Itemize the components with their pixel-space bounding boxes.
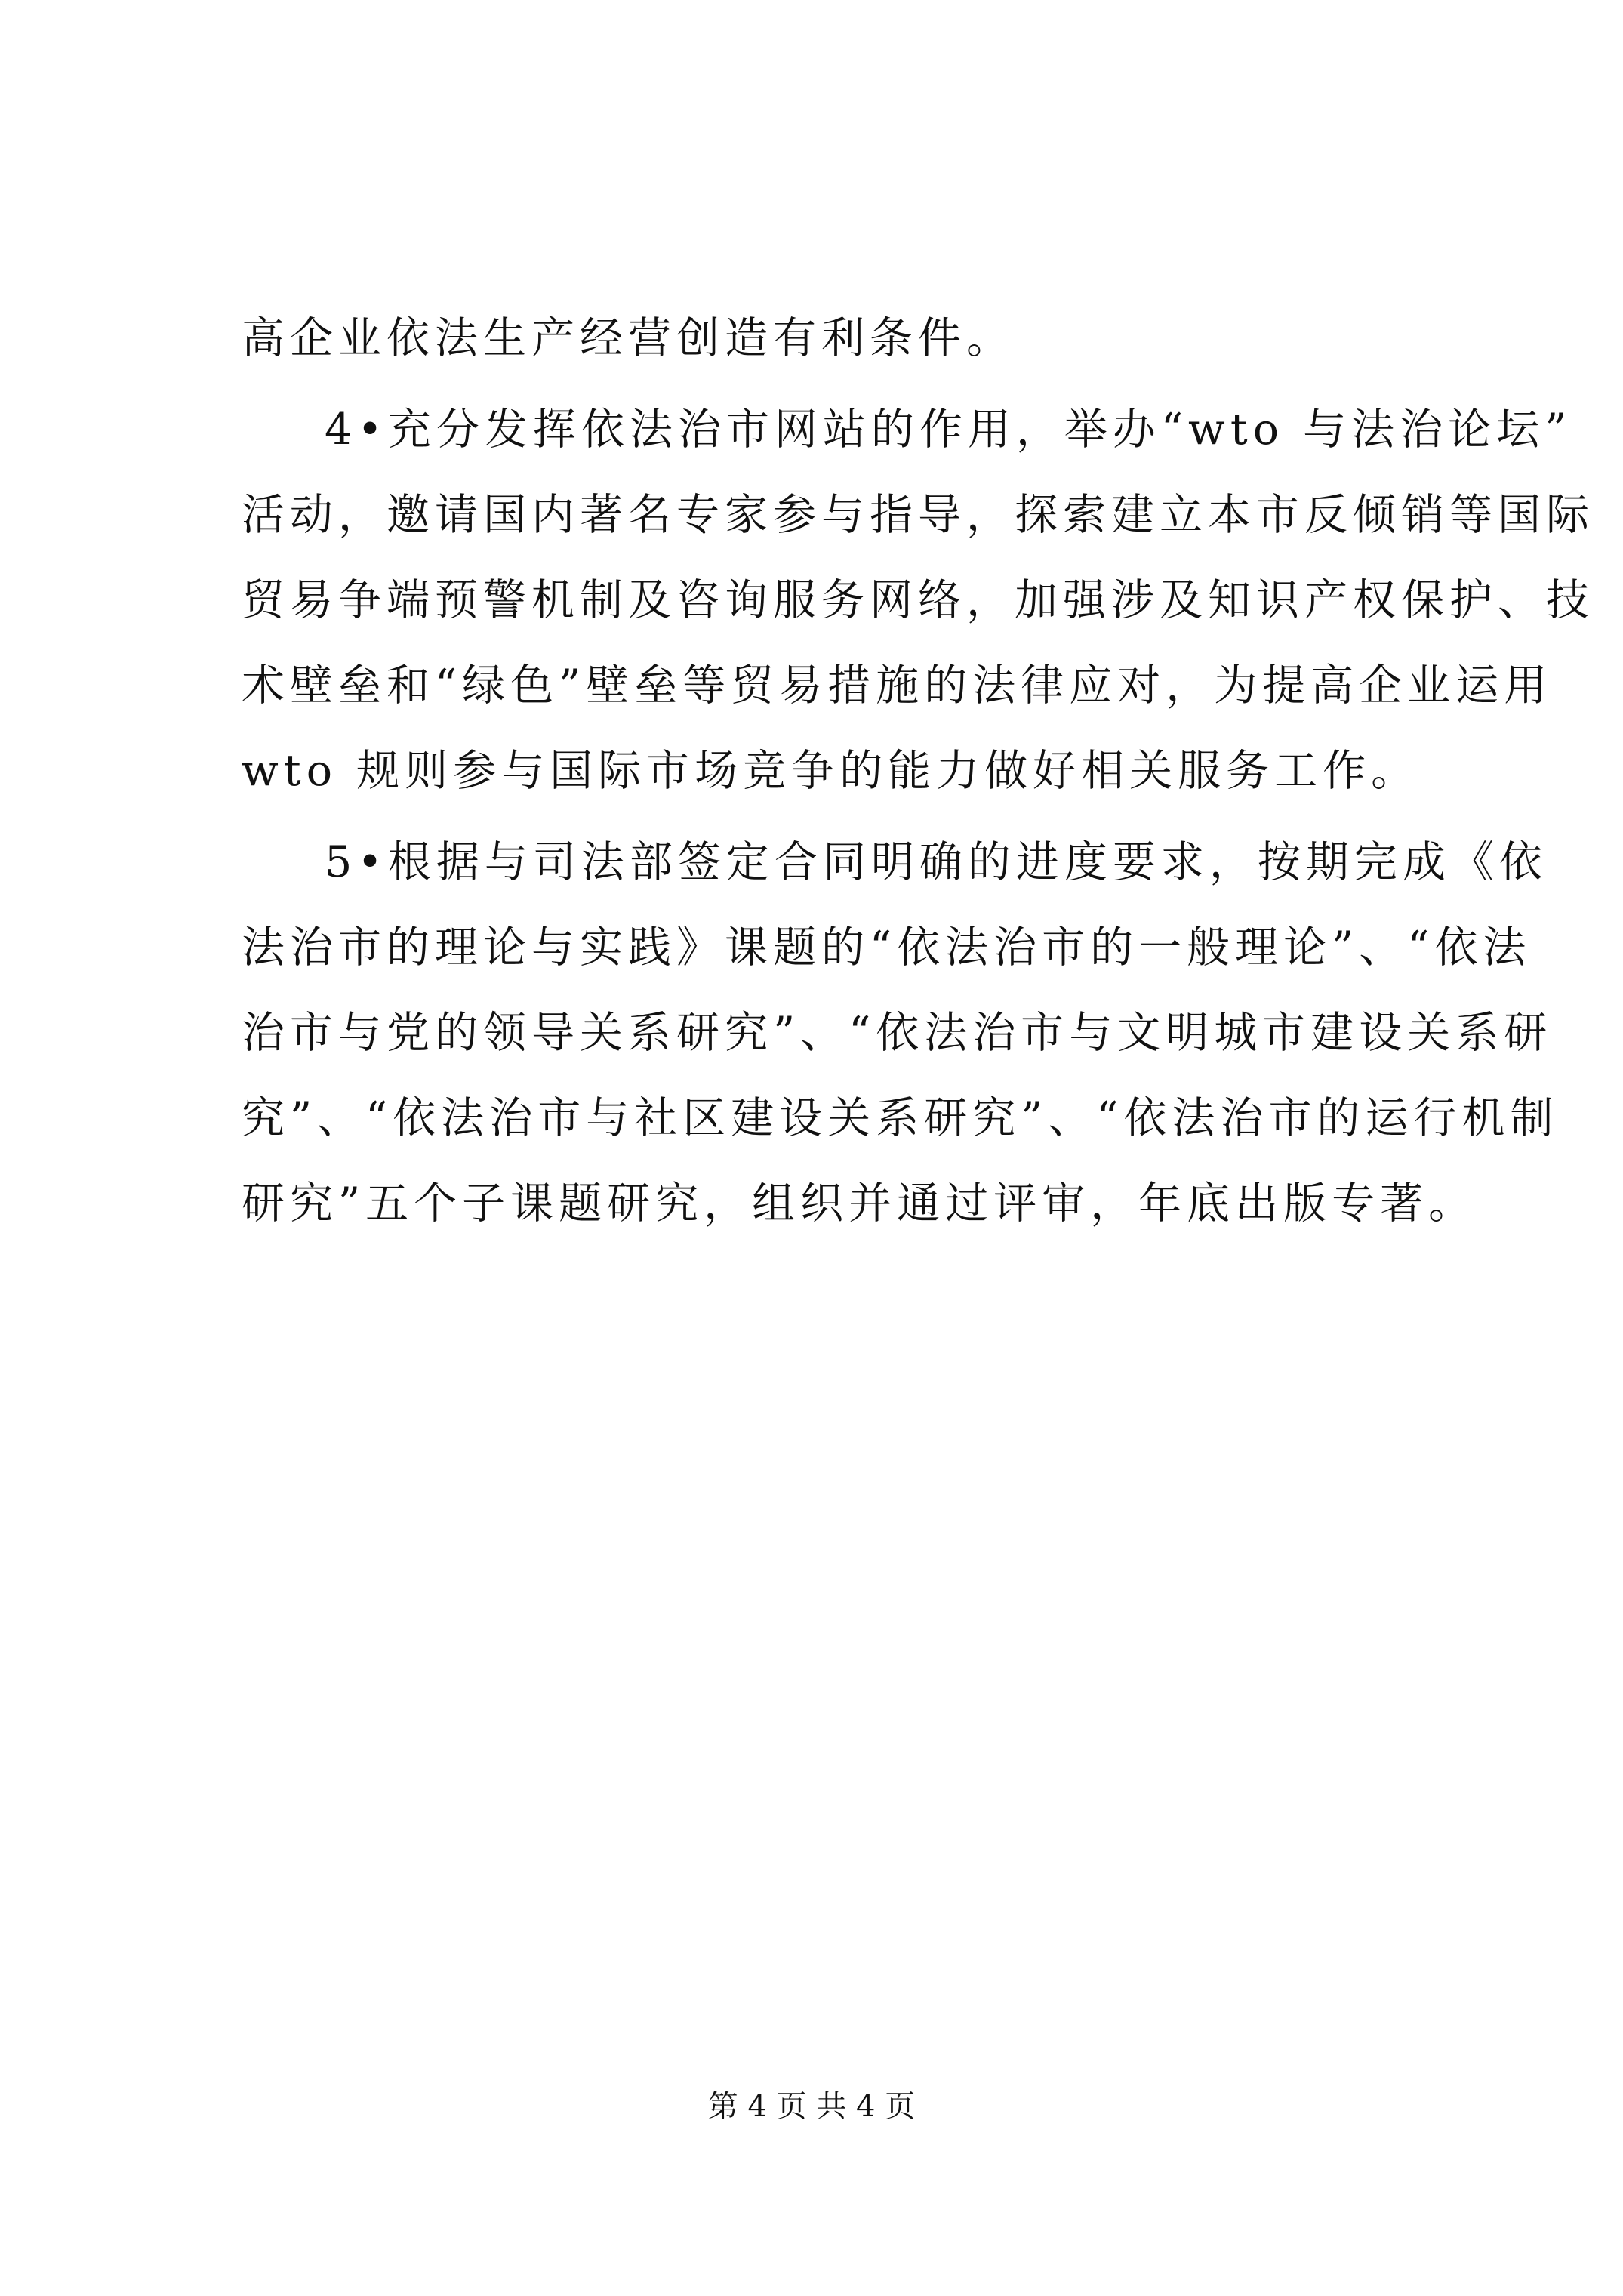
text-line-11: 研究”五个子课题研究，组织并通过评审，年底出版专著。 [242, 1179, 1477, 1228]
text-line-5: 术壁垒和“绿色”壁垒等贸易措施的法律应对，为提高企业运用 [242, 661, 1553, 710]
text-line-10: 究”、“依法治市与社区建设关系研究”、“依法治市的运行机制 [242, 1093, 1559, 1143]
page-footer: 第 4 页 共 4 页 [707, 2089, 916, 2124]
text-line-1: 高企业依法生产经营创造有利条件。 [242, 313, 1015, 363]
text-line-6: wto 规则参与国际市场竞争的能力做好相关服务工作。 [242, 746, 1420, 796]
document-body [242, 296, 1594, 1247]
text-line-9: 治市与党的领导关系研究”、“依法治市与文明城市建设关系研 [242, 1008, 1553, 1058]
text-line-8: 法治市的理论与实践》课题的“依法治市的一般理论”、“依法 [242, 923, 1532, 972]
text-line-4: 贸易争端预警机制及咨询服务网络，加强涉及知识产权保护、技 [242, 575, 1594, 625]
text-line-7: 5•根据与司法部签定合同明确的进度要求，按期完成《依 [325, 837, 1548, 887]
text-line-2: 4•充分发挥依法治市网站的作用，举办“wto 与法治论坛” [325, 405, 1572, 455]
text-line-3: 活动，邀请国内著名专家参与指导，探索建立本市反倾销等国际 [242, 490, 1594, 540]
